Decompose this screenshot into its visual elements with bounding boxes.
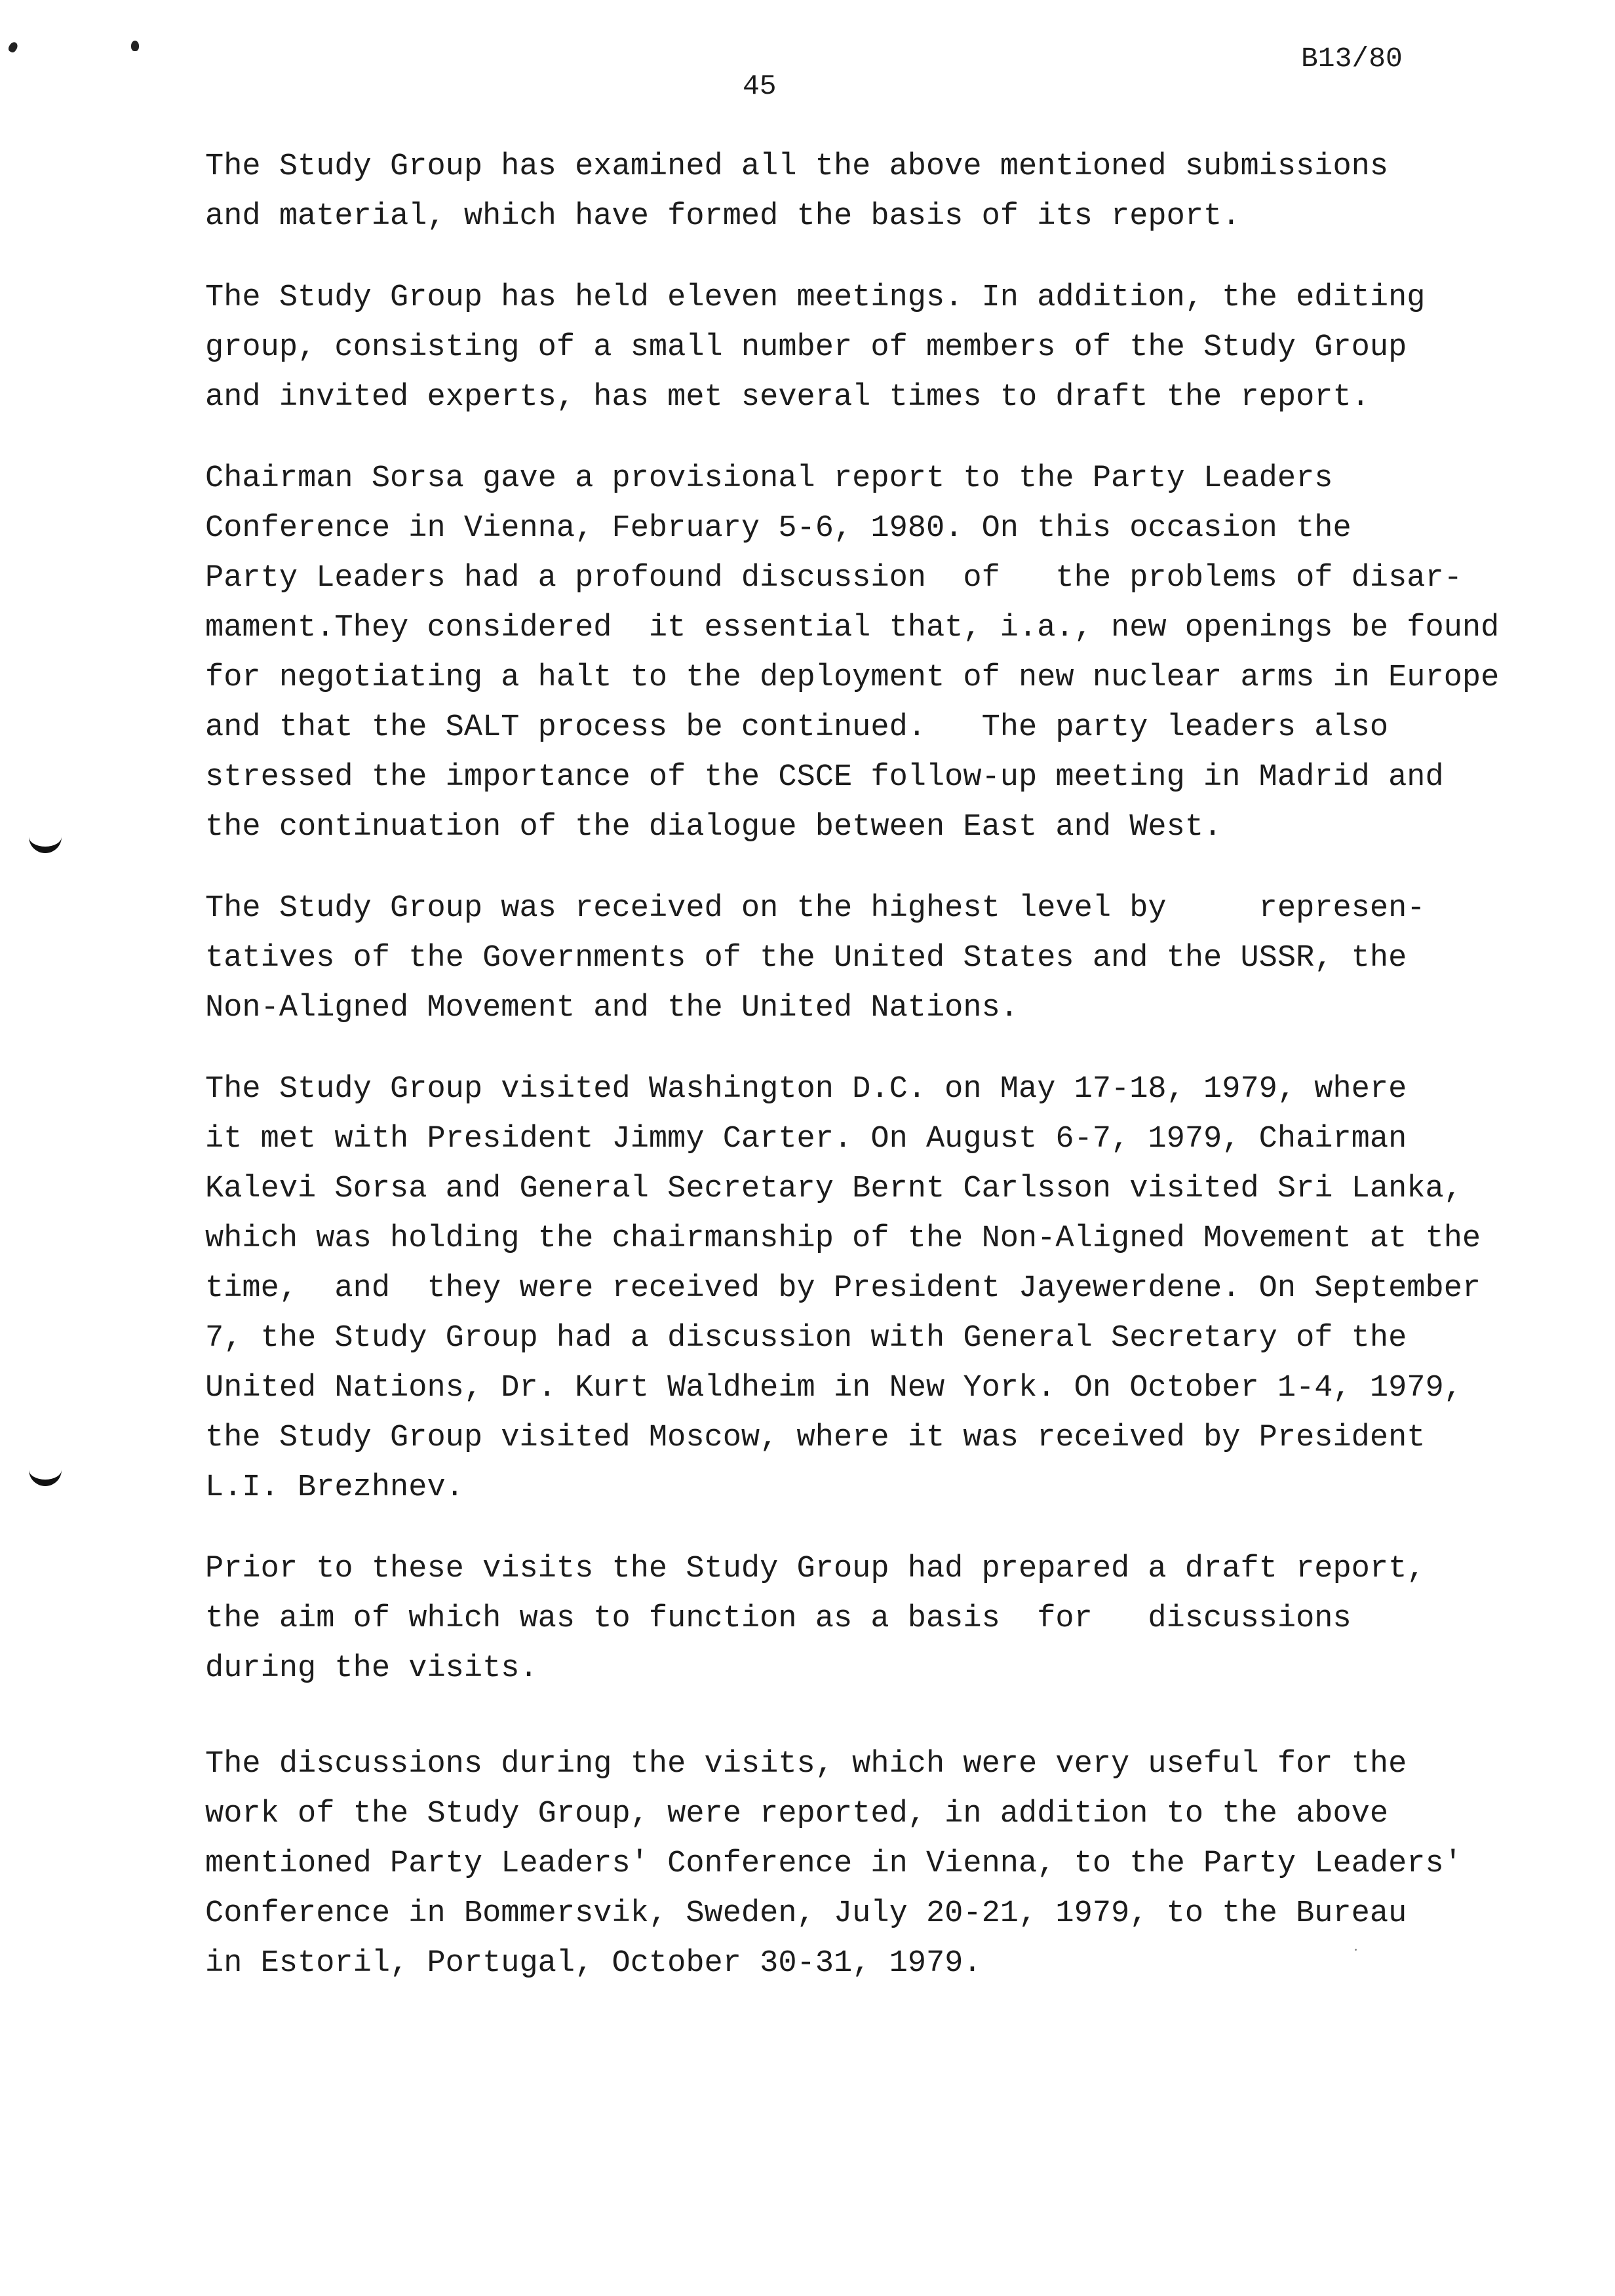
text-line: Kalevi Sorsa and General Secretary Bernt Carlsson visited Sri Lanka, [205, 1172, 1462, 1206]
paragraph-3 [205, 454, 1588, 852]
text-line: in Estoril, Portugal, October 30-31, 1979. [205, 1946, 982, 1981]
text-line: for negotiating a halt to the deployment of new nuclear arms in Europe [205, 660, 1500, 695]
text-line: and invited experts, has met several times to draft the report. [205, 380, 1370, 415]
text-line: and that the SALT process be continued. The party leaders also [205, 710, 1389, 745]
text-line: The Study Group has examined all the above mentioned submissions [205, 149, 1389, 184]
text-line: work of the Study Group, were reported, in addition to the above [205, 1797, 1389, 1831]
text-line: the aim of which was to function as a basis for discussions [205, 1601, 1352, 1636]
document-reference: B13/80 [1301, 43, 1403, 75]
paragraph-5 [205, 1065, 1588, 1513]
paragraph-6 [205, 1544, 1588, 1694]
paragraph-7 [205, 1740, 1588, 1989]
text-line: Chairman Sorsa gave a provisional report to the Party Leaders [205, 461, 1333, 496]
text-line: L.I. Brezhnev. [205, 1470, 464, 1505]
text-line: Non-Aligned Movement and the United Nations. [205, 991, 1019, 1025]
punch-hole-mark [29, 1460, 62, 1486]
punch-hole-mark [29, 827, 62, 853]
text-line: which was holding the chairmanship of the Non-Aligned Movement at the [205, 1221, 1481, 1256]
text-line: The discussions during the visits, which were very useful for the [205, 1747, 1407, 1782]
text-line: 7, the Study Group had a discussion with General Secretary of the [205, 1321, 1407, 1356]
text-line: mament.They considered it essential that, i.a., new openings be found [205, 611, 1500, 645]
text-line: Party Leaders had a profound discussion of the problems of disar- [205, 561, 1462, 596]
text-line: United Nations, Dr. Kurt Waldheim in New York. On October 1-4, 1979, [205, 1371, 1462, 1406]
text-line: Conference in Vienna, February 5-6, 1980. On this occasion the [205, 511, 1352, 546]
text-line: The Study Group was received on the highest level by represen- [205, 891, 1426, 926]
paragraph-4 [205, 884, 1588, 1033]
text-line: tatives of the Governments of the United States and the USSR, the [205, 941, 1407, 976]
text-line: The Study Group has held eleven meetings. In addition, the editing [205, 280, 1426, 315]
scan-mark [7, 41, 19, 54]
text-line: the continuation of the dialogue between East and West. [205, 810, 1222, 845]
paragraph-1 [205, 142, 1588, 242]
text-line: The Study Group visited Washington D.C. on May 17-18, 1979, where [205, 1072, 1407, 1107]
document-body [205, 142, 1588, 2020]
text-line: the Study Group visited Moscow, where it was received by President [205, 1421, 1426, 1455]
paragraph-2 [205, 273, 1588, 423]
text-line: Prior to these visits the Study Group had prepared a draft report, [205, 1552, 1426, 1586]
text-line: mentioned Party Leaders' Conference in Vienna, to the Party Leaders' [205, 1846, 1462, 1881]
page-number: 45 [743, 70, 777, 102]
scan-mark [131, 41, 139, 51]
text-line: stressed the importance of the CSCE follow-up meeting in Madrid and [205, 760, 1444, 795]
text-line: Conference in Bommersvik, Sweden, July 20-21, 1979, to the Bureau [205, 1896, 1407, 1931]
text-line: during the visits. [205, 1651, 538, 1686]
text-line: group, consisting of a small number of members of the Study Group [205, 330, 1407, 365]
text-line: it met with President Jimmy Carter. On August 6-7, 1979, Chairman [205, 1122, 1407, 1157]
text-line: time, and they were received by President Jayewerdene. On September [205, 1271, 1481, 1306]
text-line: and material, which have formed the basis of its report. [205, 199, 1241, 234]
